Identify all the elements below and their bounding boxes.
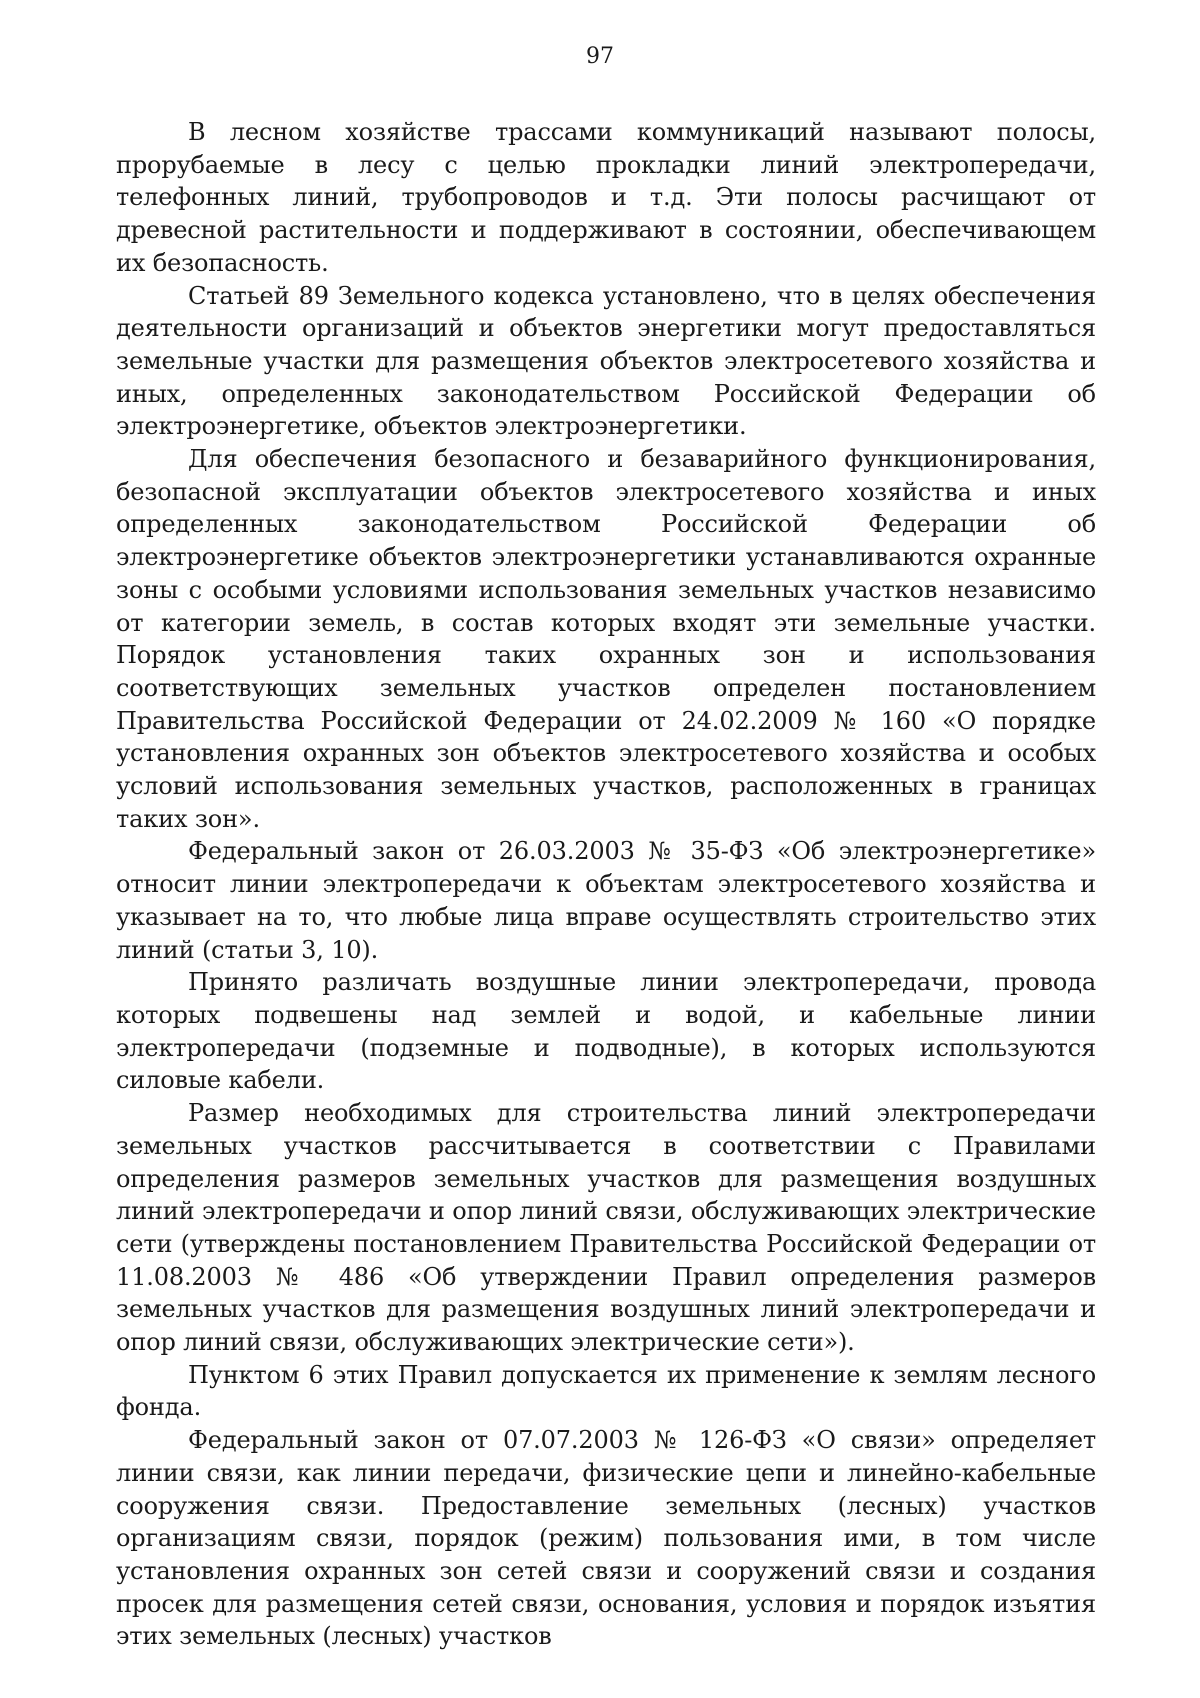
paragraph-forest-communication-routes: В лесном хозяйстве трассами коммуникаций называют полосы, прорубаемые в лесу с целью прокладки линий электропередачи, телефонных линий, трубопроводов и т.д. Эти полосы расчищают от древесной растительности и поддерживают в состоянии, обеспечивающем их безопасность.	[116, 118, 1096, 277]
paragraph-land-code-article-89: Статьей 89 Земельного кодекса установлено, что в целях обеспечения деятельности организаций и объектов энергетики могут предоставляться земельные участки для размещения объектов электросетевого хозяйства и иных, определенных законодательством Российской Федерации об электроэнергетике, объектов электроэнергетики.	[116, 281, 1096, 441]
paragraph-overhead-and-cable-lines: Принято различать воздушные линии электропередачи, провода которых подвешены над землей и водой, и кабельные линии электропередачи (подземные и подводные), в которых используются силовые кабели.	[116, 968, 1096, 1095]
document-body	[116, 116, 1096, 1653]
paragraph-electric-power-law: Федеральный закон от 26.03.2003 № 35-ФЗ «Об электроэнергетике» относит линии электропередачи к объектам электросетевого хозяйства и указывает на то, что любые лица вправе осуществлять строительство этих линий (статьи 3, 10).	[116, 837, 1096, 964]
paragraph-communications-law: Федеральный закон от 07.07.2003 № 126-ФЗ «О связи» определяет линии связи, как линии передачи, физические цепи и линейно-кабельные сооружения связи. Предоставление земельных (лесных) участков организациям связи, порядок (режим) пользования ими, в том числе установления охранных зон сетей связи и сооружений связи и создания просек для размещения сетей связи, основания, условия и порядок изъятия этих земельных (лесных) участков	[116, 1426, 1096, 1651]
paragraph-rules-point-6: Пунктом 6 этих Правил допускается их применение к землям лесного фонда.	[116, 1360, 1096, 1422]
paragraph-protection-zones: Для обеспечения безопасного и безаварийного функционирования, безопасной эксплуатации объектов электросетевого хозяйства и иных определенных законодательством Российской Федерации об электроэнергетике объектов электроэнергетики устанавливаются охранные зоны с особыми условиями использования земельных участков независимо от категории земель, в состав которых входят эти земельные участки. Порядок установления таких охранных зон и использования соответствующих земельных участков определен постановлением Правительства Российской Федерации от 24.02.2009 № 160 «О порядке установления охранных зон объектов электросетевого хозяйства и особых условий использования земельных участков, расположенных в границах таких зон».	[116, 445, 1096, 833]
page-number: 97	[586, 44, 614, 69]
paragraph-land-plot-size-rules: Размер необходимых для строительства линий электропередачи земельных участков рассчитывается в соответствии с Правилами определения размеров земельных участков для размещения воздушных линий электропередачи и опор линий связи, обслуживающих электрические сети (утверждены постановлением Правительства Российской Федерации от 11.08.2003 № 486 «Об утверждении Правил определения размеров земельных участков для размещения воздушных линий электропередачи и опор линий связи, обслуживающих электрические сети»).	[116, 1099, 1096, 1357]
